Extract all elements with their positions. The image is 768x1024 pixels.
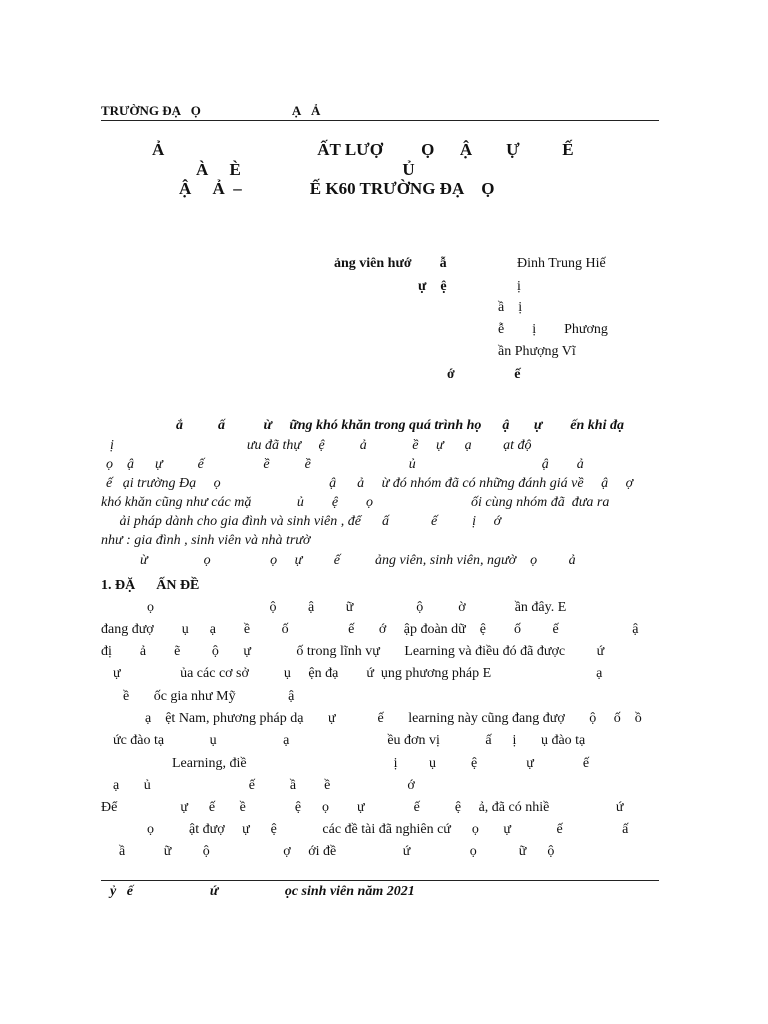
abstract-line-6: ải pháp dành cho gia đình và sinh viên , để ấ ế ị ớ [109, 514, 502, 529]
section-1-line-4: ự ủa các cơ sở ụ ện đạ ứ ụng phương pháp E ạ [113, 666, 603, 681]
advisor-label: ảng viên hướ ẫ [334, 256, 447, 271]
section-1-line-12: ầ ữ ộ ợ ới đề ứ ọ ữ ộ [119, 844, 555, 859]
advisor-name: Đinh Trung Hiế [517, 256, 606, 271]
section-1-line-10: Để ự ế ề ệ ọ ự ế ệ ả, đã có nhiề ứ [101, 800, 624, 815]
section-1-line-11: ọ ật đượ ự ệ các đề tài đã nghiên cứ ọ ự ế ấ [147, 822, 629, 837]
running-header: TRƯỜNG ĐẠ Ọ Ạ Ả [101, 103, 321, 118]
section-1-line-5: ề ốc gia như Mỹ ậ [123, 689, 295, 704]
keywords: ừ ọ ọ ự ế ảng viên, sinh viên, ngườ ọ ả [140, 553, 576, 568]
section-1-line-1: ọ ộ ậ ữ ộ ờ ần đây. E [147, 600, 567, 615]
abstract-line-2: ị ưu đã thự ệ ả ề ự ạ ạt độ [110, 438, 532, 453]
paper-title-line-1: Ả ẤT LƯỢ Ọ Ậ Ự Ế [152, 140, 574, 159]
team-label: ự ệ [418, 279, 447, 294]
class-label: ớ ế [447, 367, 521, 382]
abstract-line-7: như : gia đình , sinh viên và nhà trườ [101, 533, 311, 548]
abstract-line-3: ọ ậ ự ế ề ề ủ ậ ả [106, 457, 584, 472]
member-3: ần Phượng Vĩ [498, 344, 576, 359]
section-1-heading: 1. ĐẶ ẤN ĐỀ [101, 578, 200, 593]
abstract-line-5: khó khăn cũng như các mặ ủ ệ ọ ối cùng nhóm đã đưa ra [101, 495, 610, 510]
paper-title-line-3: Ậ Ả – Ế K60 TRƯỜNG ĐẠ Ọ [179, 179, 495, 198]
section-1-line-9: ạ ủ ế ầ ề ớ [113, 778, 415, 793]
header-rule [101, 120, 659, 121]
abstract-line-4: ế ại trường Đạ ọ ậ ả ừ đó nhóm đã có những đánh giá về ậ ợ [106, 476, 634, 491]
member-2: ễ ị Phương [498, 322, 608, 337]
section-1-line-2: đang đượ ụ ạ ề ố ế ớ ập đoàn dữ ệ ố ế ậ [101, 622, 639, 637]
team-mark: ị [517, 279, 521, 294]
footer-rule [101, 880, 659, 881]
abstract-line-1: ắ ấ ừ ững khó khăn trong quá trình họ ậ ự ến khi đạ [176, 418, 624, 433]
member-1: ầ ị [498, 300, 523, 315]
paper-title-line-2: À È Ủ [196, 160, 415, 179]
section-1-line-6: ạ ệt Nam, phương pháp dạ ự ế learning này cũng đang đượ ộ ố ồ [145, 711, 642, 726]
section-1-line-7: ức đào tạ ụ ạ ều đơn vị ấ ị ụ đào tạ [113, 733, 586, 748]
footer-text: ỷ ế ứ ọc sinh viên năm 2021 [110, 884, 415, 899]
section-1-line-3: đị ả ẽ ộ ự ố trong lĩnh vự Learning và điều đó đã được ứ [101, 644, 605, 659]
section-1-line-8: Learning, điề ị ụ ệ ự ế [172, 756, 590, 771]
